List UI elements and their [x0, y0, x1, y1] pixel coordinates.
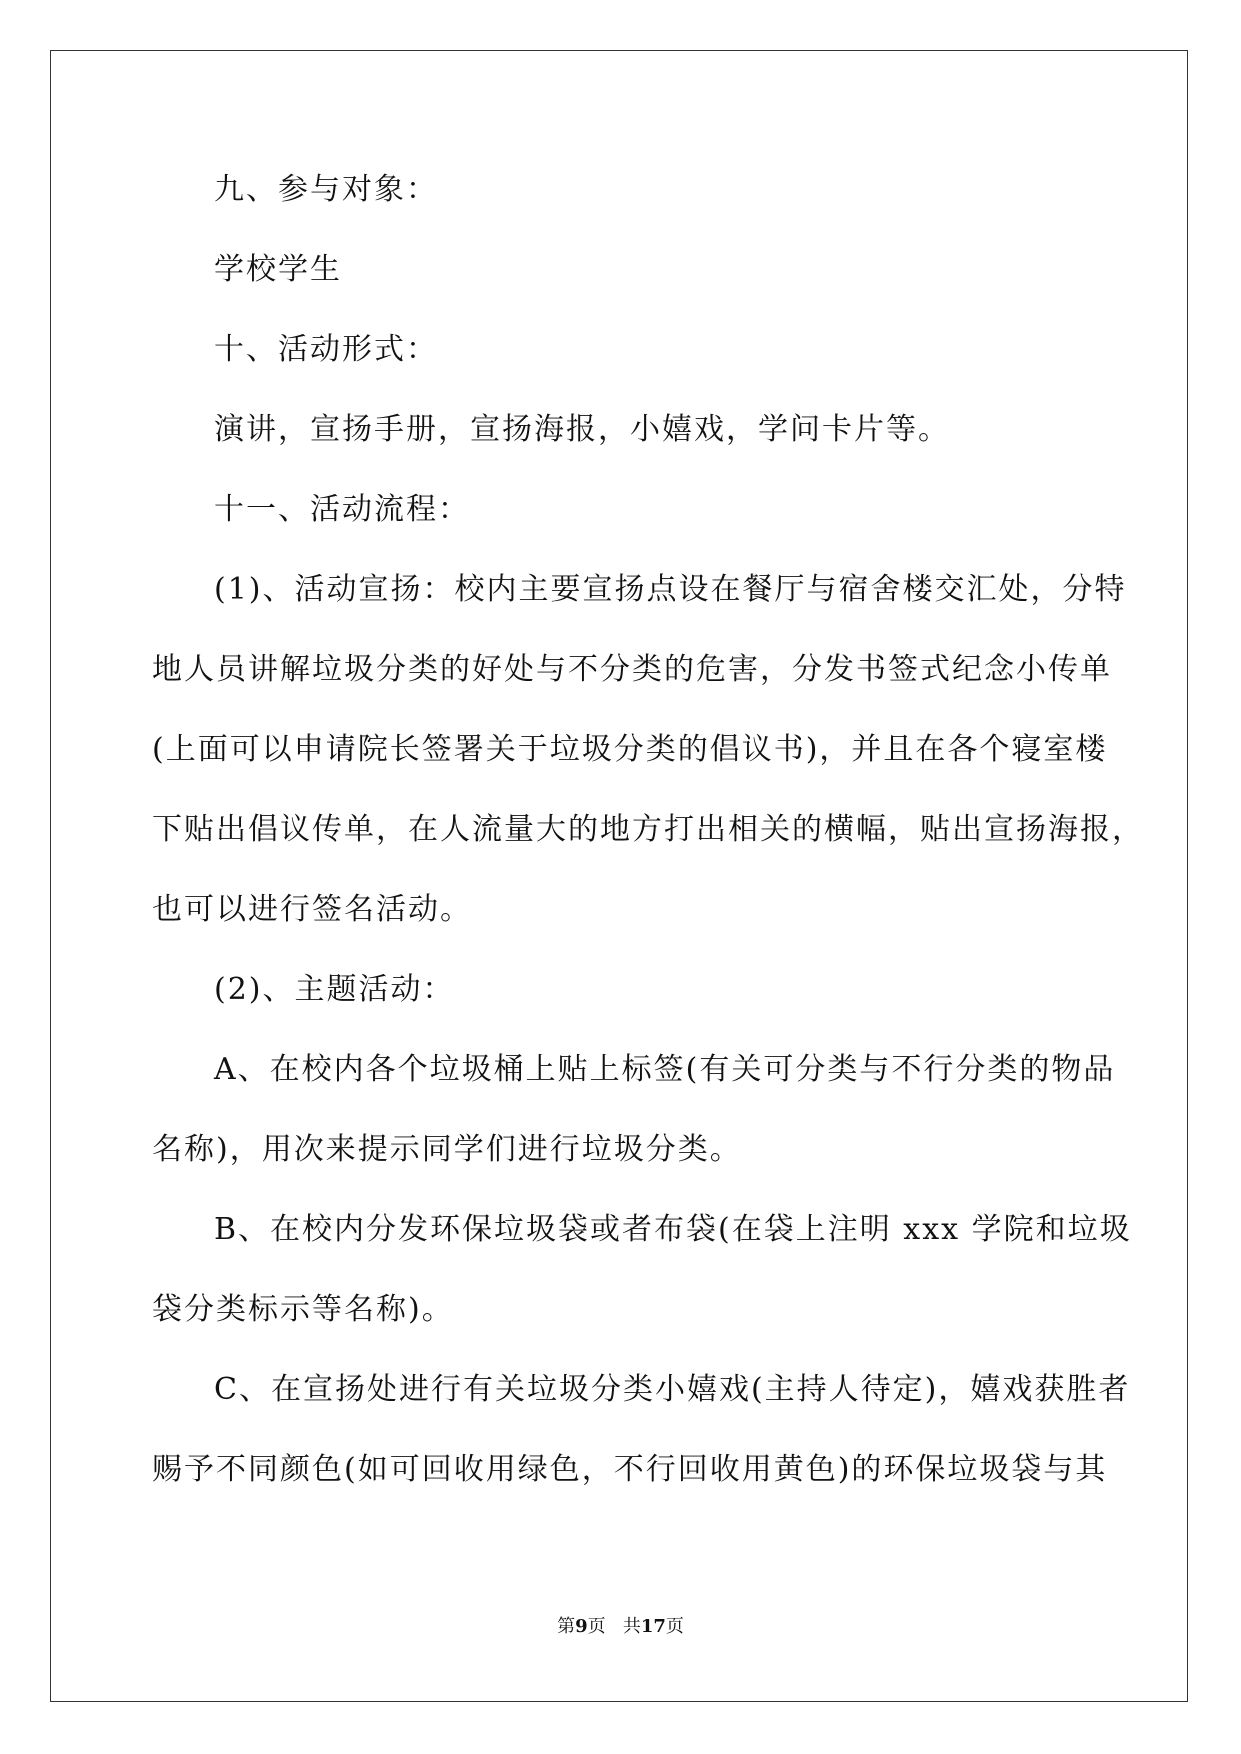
paragraph-line: 地人员讲解垃圾分类的好处与不分类的危害，分发书签式纪念小传单	[152, 652, 1112, 687]
footer-page-number: 9	[575, 1616, 588, 1637]
footer-total-suffix: 页	[665, 1616, 684, 1637]
paragraph-line: 袋分类标示等名称)。	[152, 1292, 454, 1327]
section-heading-activity-form: 十、活动形式：	[214, 332, 438, 367]
paragraph-line: 也可以进行签名活动。	[152, 892, 472, 927]
paragraph-line: (上面可以申请院长签署关于垃圾分类的倡议书)，并且在各个寝室楼	[152, 732, 1108, 767]
footer-total-pages: 17	[640, 1616, 666, 1637]
paragraph-line: B、在校内分发环保垃圾袋或者布袋(在袋上注明 xxx 学院和垃圾	[214, 1212, 1132, 1247]
subsection-heading-theme-activity: (2)、主题活动：	[214, 972, 455, 1007]
paragraph-line: 下贴出倡议传单，在人流量大的地方打出相关的横幅，贴出宣扬海报，	[152, 812, 1144, 847]
paragraph-line: 赐予不同颜色(如可回收用绿色，不行回收用黄色)的环保垃圾袋与其	[152, 1452, 1108, 1487]
paragraph-line: 学校学生	[214, 252, 342, 287]
footer-prefix: 第	[557, 1616, 576, 1637]
footer-page-suffix: 页	[587, 1616, 606, 1637]
paragraph-line: C、在宣扬处进行有关垃圾分类小嬉戏(主持人待定)，嬉戏获胜者	[214, 1372, 1131, 1407]
footer-total-prefix: 共	[622, 1616, 641, 1637]
paragraph-line: 名称)，用次来提示同学们进行垃圾分类。	[152, 1132, 742, 1167]
paragraph-line: 演讲，宣扬手册，宣扬海报，小嬉戏，学问卡片等。	[214, 412, 950, 447]
section-heading-participants: 九、参与对象：	[214, 172, 438, 207]
paragraph-line: (1)、活动宣扬：校内主要宣扬点设在餐厅与宿舍楼交汇处，分特	[214, 572, 1127, 607]
page-footer	[0, 1612, 1241, 1638]
section-heading-activity-process: 十一、活动流程：	[214, 492, 470, 527]
paragraph-line: A、在校内各个垃圾桶上贴上标签(有关可分类与不行分类的物品	[214, 1052, 1116, 1087]
